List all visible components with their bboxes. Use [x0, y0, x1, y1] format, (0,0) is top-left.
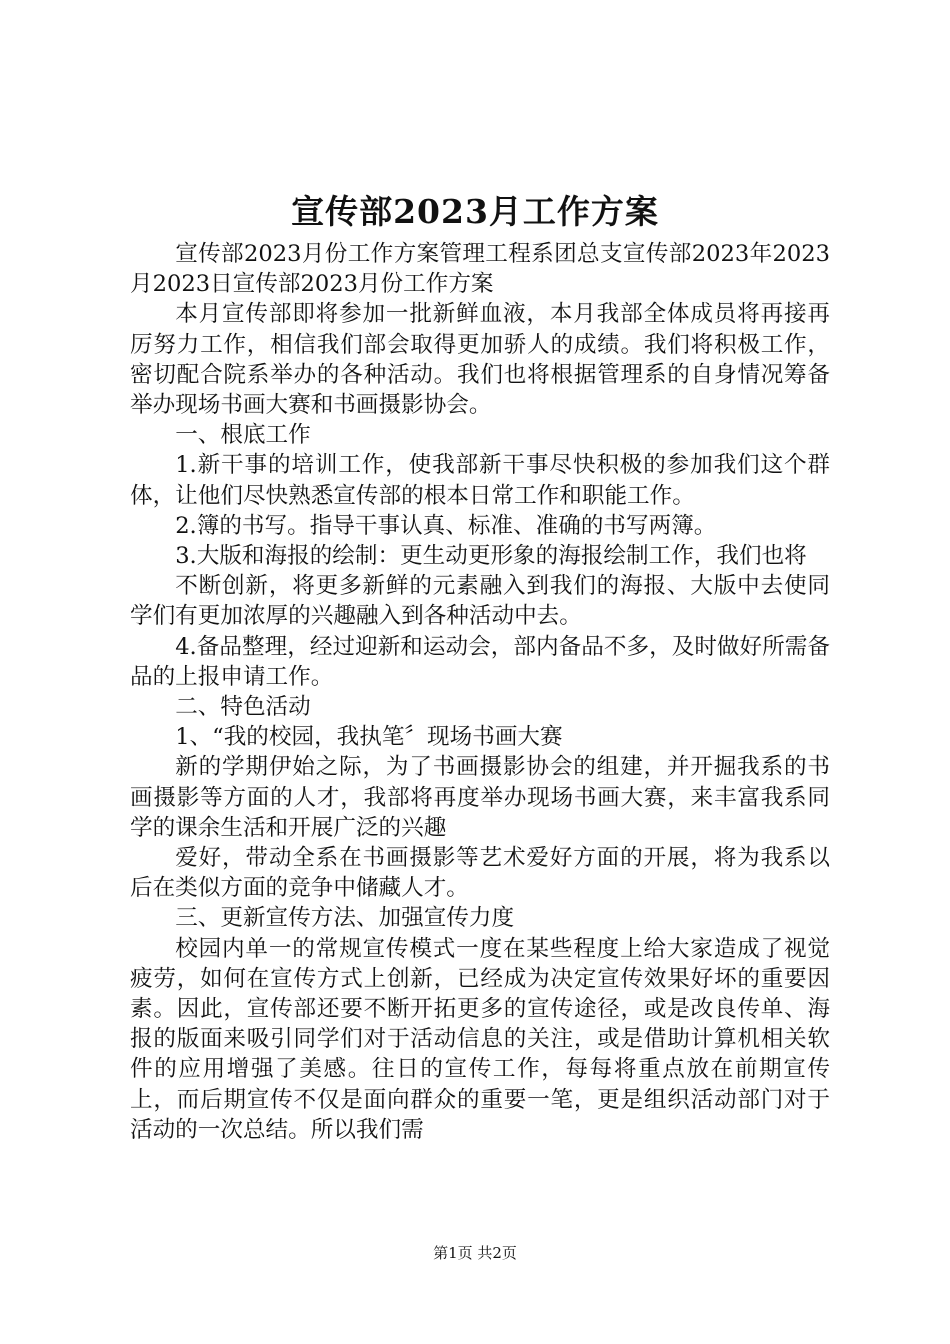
paragraph: 不断创新，将更多新鲜的元素融入到我们的海报、大版中去使同学们有更加浓厚的兴趣融入到各种活动中去。 [130, 573, 830, 630]
paragraph: 2.簿的书写。指导干事认真、标准、准确的书写两簿。 [175, 512, 717, 539]
section-heading: 一、根底工作 [175, 422, 311, 449]
document-title: 宣传部2023月工作方案 [291, 192, 659, 231]
paragraph: 新的学期伊始之际，为了书画摄影协会的组建，并开掘我系的书画摄影等方面的人才，我部将再度举办现场书画大赛，来丰富我系同学的课余生活和开展广泛的兴趣 [130, 754, 830, 841]
paragraph: 宣传部2023月份工作方案管理工程系团总支宣传部2023年2023月2023日宣传部2023月份工作方案 [130, 241, 830, 298]
paragraph: 3.大版和海报的绘制：更生动更形象的海报绘制工作，我们也将 [175, 543, 807, 570]
subsection-heading: 1、“我的校园，我执笔〞现场书画大赛 [175, 724, 563, 751]
section-heading: 二、特色活动 [175, 694, 311, 721]
paragraph: 1.新干事的培训工作，使我部新干事尽快积极的参加我们这个群体，让他们尽快熟悉宣传部的根本日常工作和职能工作。 [130, 452, 830, 509]
document-body [130, 239, 830, 1145]
page-footer: 第1页 共2页 [433, 1244, 517, 1262]
paragraph: 本月宣传部即将参加一批新鲜血液，本月我部全体成员将再接再厉努力工作，相信我们部会取得更加骄人的成绩。我们将积极工作，密切配合院系举办的各种活动。我们也将根据管理系的自身情况筹备举办现场书画大赛和书画摄影协会。 [130, 301, 830, 419]
paragraph: 4.备品整理，经过迎新和运动会，部内备品不多，及时做好所需备品的上报申请工作。 [130, 633, 830, 690]
section-heading: 三、更新宣传方法、加强宣传力度 [175, 905, 515, 932]
paragraph: 爱好，带动全系在书画摄影等艺术爱好方面的开展，将为我系以后在类似方面的竞争中储藏人才。 [130, 845, 830, 902]
paragraph: 校园内单一的常规宣传模式一度在某些程度上给大家造成了视觉疲劳，如何在宣传方式上创新，已经成为决定宣传效果好坏的重要因素。因此，宣传部还要不断开拓更多的宣传途径，或是改良传单、海报的版面来吸引同学们对于活动信息的关注，或是借助计算机相关软件的应用增强了美感。往日的宣传工作，每每将重点放在前期宣传上，而后期宣传不仅是面向群众的重要一笔，更是组织活动部门对于活动的一次总结。所以我们需 [130, 935, 830, 1143]
